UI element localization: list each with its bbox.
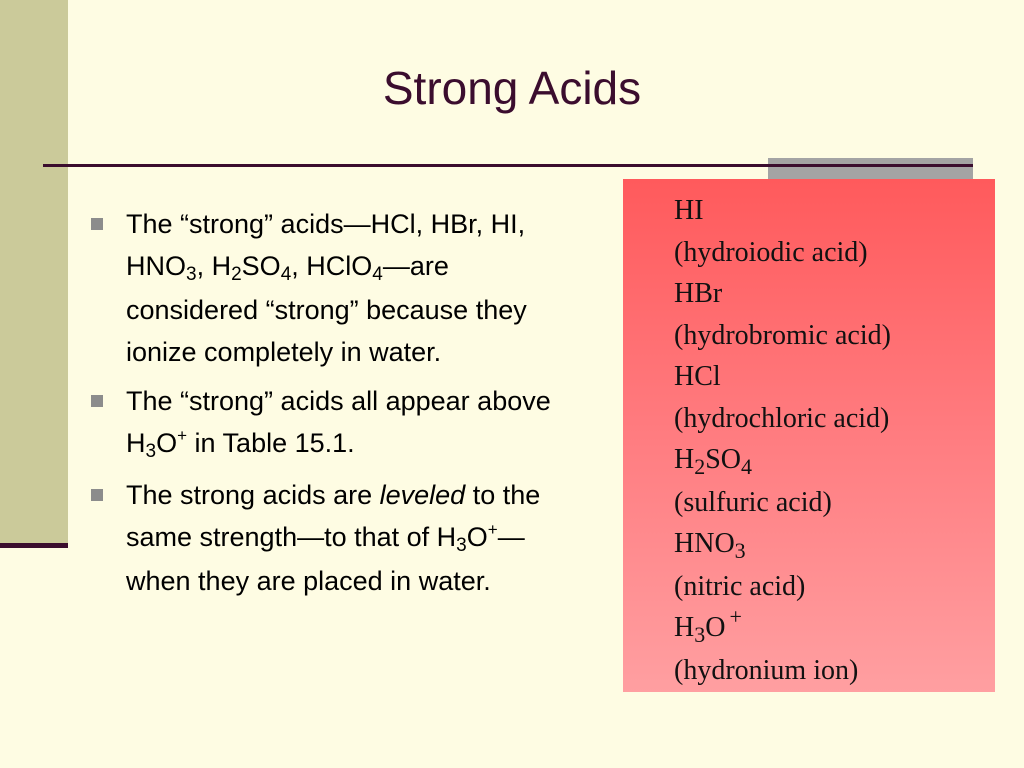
acid-name-hcl: (hydrochloric acid): [674, 402, 890, 434]
acid-formula-hbr: HBr: [674, 278, 723, 309]
acid-name-h2so4: (sulfuric acid): [674, 486, 832, 518]
bullet-item-3: The strong acids are leveled to the same strength—to that of H3O+—when they are placed in water.: [88, 475, 558, 603]
bullet-square-icon: [91, 489, 103, 501]
acid-formula-hcl: HCl: [674, 361, 721, 392]
acid-formula-h3o: $H_3O$ +: [674, 604, 742, 647]
bullet-list: [88, 204, 558, 611]
left-sidebar-accent: [0, 543, 68, 548]
acid-name-h3o: (hydronium ion): [674, 654, 859, 686]
title-divider: [43, 164, 973, 167]
acid-formula-h2so4: $H_2SO_4$: [674, 444, 753, 479]
slide-title: Strong Acids: [382, 62, 642, 114]
header-tab-decoration: [768, 158, 973, 180]
bullet-item-2: The “strong” acids all appear above H3O+ in Table 15.1.: [88, 381, 558, 467]
bullet-square-icon: [91, 395, 103, 407]
bullet-item-1: The “strong” acids—HCl, HBr, HI, HNO3, H2SO4, HClO4—are considered “strong” because they ionize completely in water.: [88, 204, 558, 373]
acid-name-hno3: (nitric acid): [674, 570, 806, 602]
acid-formula-hno3: $HNO_3$: [674, 528, 746, 563]
bullet-square-icon: [91, 218, 103, 230]
acid-formula-hi: HI: [674, 195, 704, 226]
acid-name-hbr: (hydrobromic acid): [674, 319, 891, 351]
acid-list: [674, 190, 984, 691]
acid-name-hi: (hydroiodic acid): [674, 236, 868, 268]
